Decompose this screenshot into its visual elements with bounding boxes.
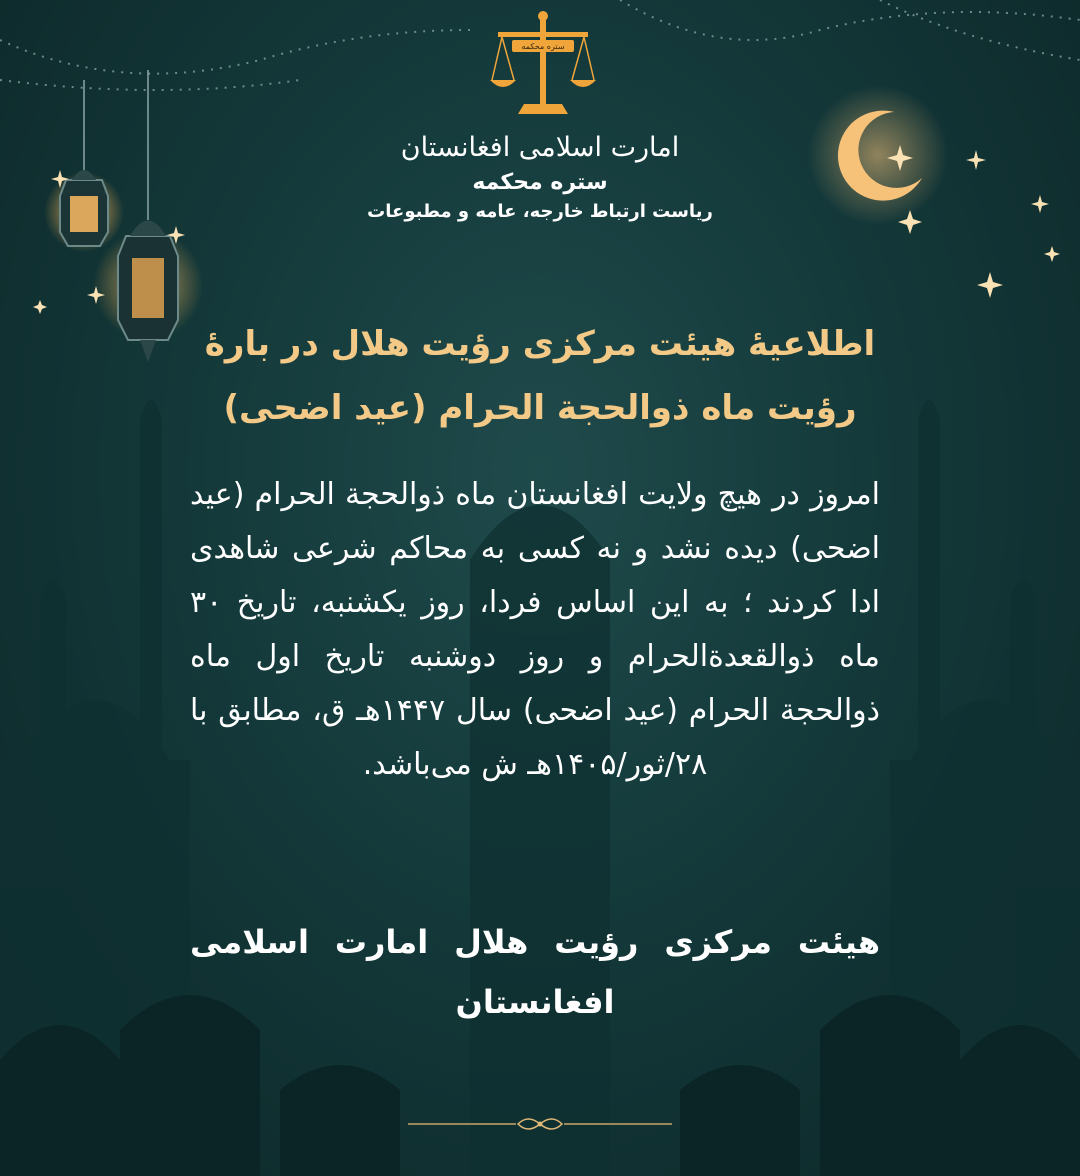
announcement-signature: هیئت مرکزی رؤیت هلال امارت اسلامی افغانستان	[190, 923, 880, 1021]
announcement-title: اطلاعیۀ هیئت مرکزی رؤیت هلال در بارۀ رؤیت ماه ذوالحجة الحرام (عید اضحی)	[204, 324, 876, 428]
department-name: ریاست ارتباط خارجه، عامه و مطبوعات	[367, 201, 713, 222]
lantern-icon	[44, 80, 124, 252]
scale-inscription: ستره محکمه	[521, 42, 565, 51]
emirate-calligraphy: امارت اسلامی افغانستان	[400, 132, 680, 163]
announcement-body: امروز در هیچ ولایت افغانستان ماه ذوالحجة الحرام (عید اضحی) دیده نشد و نه کسی به محاکم شرعی شاهدی ادا کردند ؛ به این اساس فردا، روز یکشنبه، تاریخ ۳۰ ماه ذوالقعدةالحرام و روز دوشنبه تاریخ اول ماه ذوالحجة الحرام (عید اضحی) سال ۱۴۴۷هـ ق، مطابق با ۲۸/ثور/۱۴۰۵هـ ش می‌باشد.	[190, 477, 880, 782]
divider-ornament-icon	[408, 1112, 672, 1136]
scales-of-justice-icon	[488, 10, 598, 120]
court-name: ستره محکمه	[472, 170, 608, 195]
